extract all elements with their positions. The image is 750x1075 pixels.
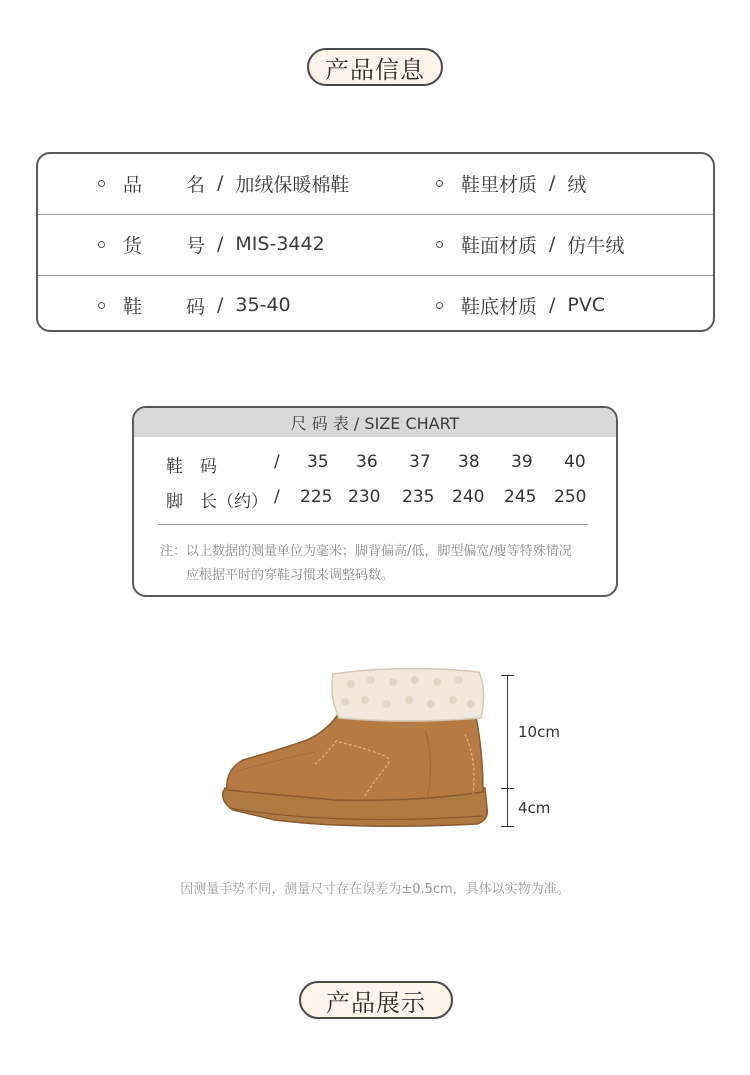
dimension-line-shaft xyxy=(507,675,508,788)
info-row xyxy=(38,275,713,334)
foot-length-value: 245 xyxy=(504,487,537,507)
product-info-table xyxy=(36,152,715,332)
size-row-separator: / xyxy=(274,487,280,507)
bullet-icon xyxy=(98,302,105,309)
measurement-disclaimer: 因测量手势不同，测量尺寸存在误差为±0.5cm，具体以实物为准。 xyxy=(180,882,570,897)
info-cell-lining xyxy=(436,154,586,212)
bullet-icon xyxy=(98,241,105,248)
info-row xyxy=(38,214,713,273)
boot-image xyxy=(215,660,490,835)
bullet-icon xyxy=(436,241,443,248)
info-separator: / xyxy=(549,172,556,194)
bullet-icon xyxy=(436,180,443,187)
foot-length-value: 235 xyxy=(402,487,435,507)
size-row-shoe-size xyxy=(134,452,616,476)
info-value: MIS-3442 xyxy=(235,233,325,255)
info-separator: / xyxy=(217,172,224,194)
foot-length-value: 225 xyxy=(300,487,333,507)
section-title-text: 产品展示 xyxy=(326,988,426,1017)
info-label: 品 名 xyxy=(123,173,205,196)
dimension-tick-bottom xyxy=(501,826,514,827)
bullet-icon xyxy=(98,180,105,187)
bullet-icon xyxy=(436,302,443,309)
info-cell-name xyxy=(98,154,349,212)
info-value: PVC xyxy=(567,294,606,316)
section-title-text: 产品信息 xyxy=(325,55,425,84)
dimension-line-heel xyxy=(507,788,508,826)
size-value: 39 xyxy=(511,452,533,472)
foot-length-value: 240 xyxy=(452,487,485,507)
info-label: 鞋 码 xyxy=(123,295,205,318)
info-label: 鞋里材质 xyxy=(461,173,538,196)
info-label: 鞋底材质 xyxy=(461,295,538,318)
foot-length-value: 250 xyxy=(554,487,587,507)
info-row xyxy=(38,154,713,212)
size-row-foot-length xyxy=(134,487,616,511)
dimension-label-shaft: 10cm xyxy=(518,723,560,741)
size-row-label: 脚 长（约） xyxy=(166,492,268,512)
section-title-product-display xyxy=(299,981,453,1019)
note-line-2: 应根据平时的穿鞋习惯来调整码数。 xyxy=(186,568,395,583)
info-separator: / xyxy=(217,233,224,255)
info-label: 货 号 xyxy=(123,234,205,257)
size-value: 35 xyxy=(307,452,329,472)
size-row-separator: / xyxy=(274,452,280,472)
size-chart xyxy=(132,406,618,597)
size-value: 36 xyxy=(356,452,378,472)
size-value: 37 xyxy=(409,452,431,472)
size-chart-divider xyxy=(158,524,588,525)
info-value: 仿牛绒 xyxy=(567,234,625,257)
info-cell-upper xyxy=(436,215,624,273)
size-chart-title: 尺 码 表 / SIZE CHART xyxy=(134,408,616,437)
size-value: 38 xyxy=(458,452,480,472)
info-separator: / xyxy=(549,294,556,316)
info-value: 加绒保暖棉鞋 xyxy=(235,173,350,196)
note-line-1: 注：以上数据的测量单位为毫米；脚背偏高/低，脚型偏宽/瘦等特殊情况 xyxy=(160,544,572,559)
info-cell-sole xyxy=(436,276,605,334)
dimension-label-heel: 4cm xyxy=(518,799,551,817)
info-value: 绒 xyxy=(567,173,587,196)
info-label: 鞋面材质 xyxy=(461,234,538,257)
size-chart-note xyxy=(160,540,572,588)
info-separator: / xyxy=(549,233,556,255)
info-value: 35-40 xyxy=(235,294,291,316)
section-title-product-info xyxy=(307,48,443,86)
size-row-label: 鞋 码 xyxy=(166,457,217,477)
info-cell-size xyxy=(98,276,291,334)
size-value: 40 xyxy=(564,452,586,472)
info-cell-sku xyxy=(98,215,325,273)
info-separator: / xyxy=(217,294,224,316)
foot-length-value: 230 xyxy=(348,487,381,507)
